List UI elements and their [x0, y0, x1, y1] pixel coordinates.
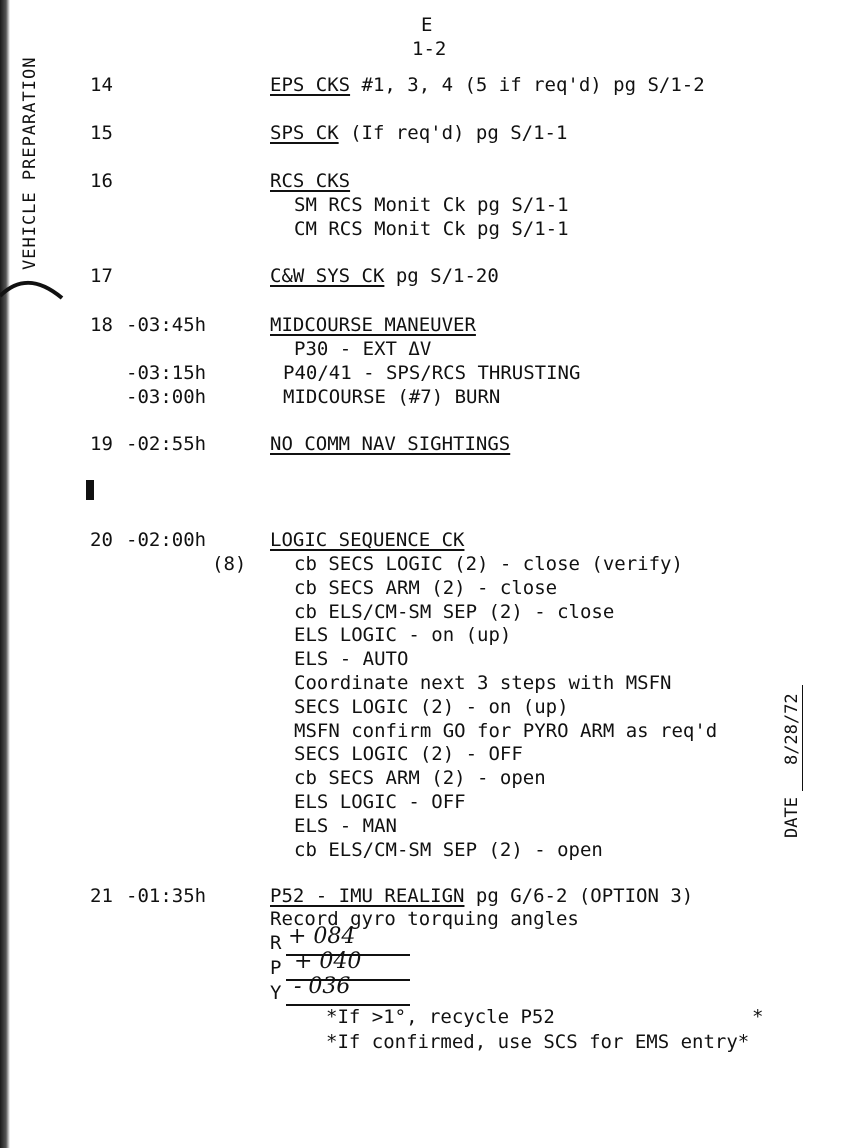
step-15-text — [270, 122, 567, 144]
step-17-number: 17 — [90, 265, 113, 287]
step-18-line: P30 - EXT ΔV — [294, 338, 432, 360]
step-20-line: ELS - MAN — [294, 815, 397, 837]
step-20-line: ELS LOGIC - on (up) — [294, 624, 512, 646]
step-17-title: C&W SYS CK — [270, 265, 385, 287]
step-19-time: -02:55h — [126, 433, 207, 455]
step-15-title: SPS CK — [270, 122, 339, 144]
gyro-r-value: + 084 — [288, 924, 356, 949]
gyro-y-label: Y — [270, 982, 282, 1004]
step-14-text — [270, 74, 705, 96]
step-20-line: ELS - AUTO — [294, 648, 409, 670]
step-18-time: -03:45h — [126, 314, 207, 336]
step-20-title: LOGIC SEQUENCE CK — [270, 529, 465, 551]
step-21-time: -01:35h — [126, 885, 207, 907]
step-20-line: ELS LOGIC - OFF — [294, 791, 466, 813]
step-18-title: MIDCOURSE MANEUVER — [270, 314, 476, 336]
appendix-letter: E — [421, 14, 433, 36]
step-20-line: SECS LOGIC (2) - OFF — [294, 743, 523, 765]
step-14-title: EPS CKS — [270, 74, 351, 96]
step-20-line: Coordinate next 3 steps with MSFN — [294, 672, 672, 694]
step-19-number: 19 — [90, 433, 113, 455]
gyro-p-label: P — [270, 957, 282, 979]
step-20-number: 20 — [90, 529, 113, 551]
page-number: 1-2 — [412, 38, 447, 60]
step-21-note-star: * — [752, 1006, 764, 1028]
step-14-number: 14 — [90, 74, 113, 96]
step-15-detail: (If req'd) pg S/1-1 — [338, 122, 568, 144]
page-binding-edge — [0, 0, 10, 1148]
step-14-detail: #1, 3, 4 (5 if req'd) pg S/1-2 — [350, 74, 705, 96]
step-20-line: cb SECS ARM (2) - close — [294, 577, 558, 599]
step-21-title: P52 - IMU REALIGN — [270, 885, 465, 907]
step-18-number: 18 — [90, 314, 113, 336]
step-20-line: cb SECS LOGIC (2) - close (verify) — [294, 553, 683, 575]
step-20-count: (8) — [212, 553, 247, 575]
step-20-line: SECS LOGIC (2) - on (up) — [294, 696, 569, 718]
date-value: 8/28/72 — [782, 685, 803, 791]
step-18-time: -03:00h — [126, 386, 207, 408]
step-21-detail: pg G/6-2 (OPTION 3) — [464, 885, 694, 907]
date-label: DATE — [782, 797, 802, 838]
step-20-line: cb ELS/CM-SM SEP (2) - open — [294, 839, 603, 861]
step-16-line: CM RCS Monit Ck pg S/1-1 — [294, 218, 569, 240]
step-20-line: MSFN confirm GO for PYRO ARM as req'd — [294, 720, 718, 742]
gyro-y-value: - 036 — [294, 974, 351, 999]
change-bar — [86, 480, 94, 500]
step-21-note: *If >1°, recycle P52 — [326, 1006, 555, 1028]
gyro-r-label: R — [270, 932, 282, 954]
step-17-text — [270, 265, 499, 287]
step-15-number: 15 — [90, 122, 113, 144]
step-21-number: 21 — [90, 885, 113, 907]
step-18-line: MIDCOURSE (#7) BURN — [283, 386, 501, 408]
gyro-p-value: + 040 — [294, 949, 362, 974]
date-block — [782, 685, 803, 838]
step-17-detail: pg S/1-20 — [384, 265, 499, 287]
step-20-line: cb ELS/CM-SM SEP (2) - close — [294, 601, 615, 623]
step-21-text — [270, 885, 693, 907]
step-20-line: cb SECS ARM (2) - open — [294, 767, 546, 789]
step-18-time: -03:15h — [126, 362, 207, 384]
step-16-line: SM RCS Monit Ck pg S/1-1 — [294, 194, 569, 216]
step-21-record-line: Record gyro torquing angles — [270, 908, 579, 930]
step-21-note: *If confirmed, use SCS for EMS entry* — [326, 1031, 750, 1053]
step-20-time: -02:00h — [126, 529, 207, 551]
step-19-title: NO COMM NAV SIGHTINGS — [270, 433, 511, 455]
step-16-title: RCS CKS — [270, 170, 351, 192]
step-16-number: 16 — [90, 170, 113, 192]
side-section-label: VEHICLE PREPARATION — [20, 56, 40, 270]
step-18-line: P40/41 - SPS/RCS THRUSTING — [283, 362, 581, 384]
